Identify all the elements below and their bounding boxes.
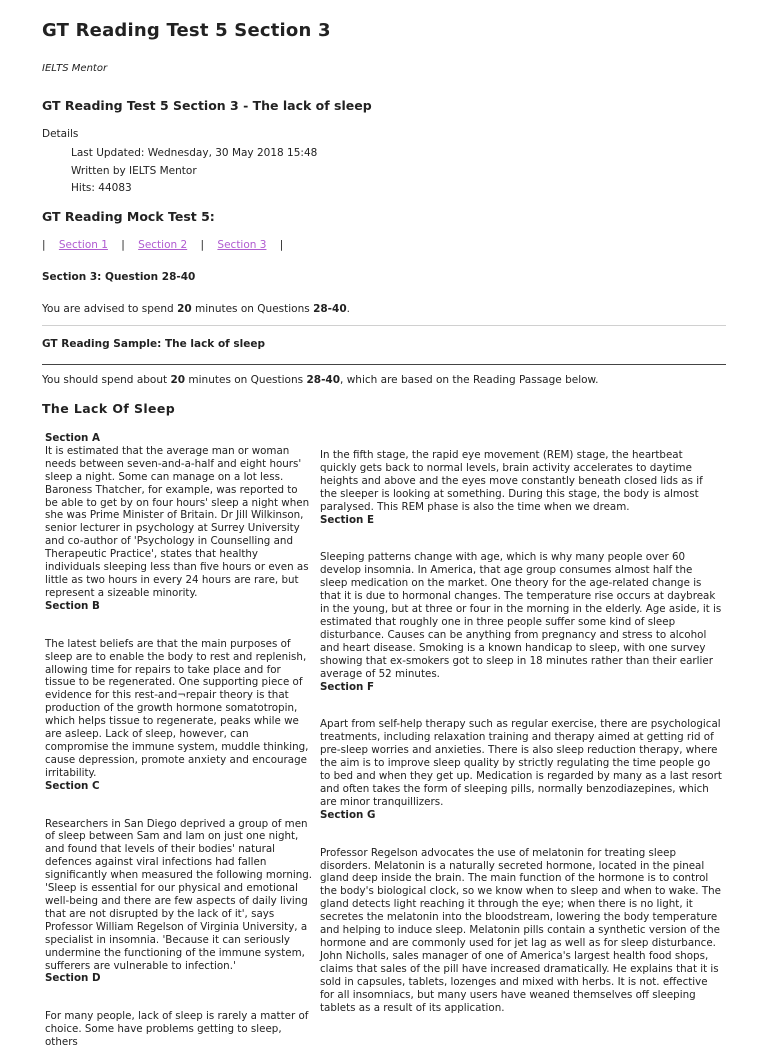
section-a-text: It is estimated that the average man or woman needs between seven-and-a-half and eight hours' sleep a night. Some can manage on a lot less. Baroness Thatcher, for example, was reported to be able to get by on four hours' sleep a night when she was Prime Minister of Britain. Dr Jill Wilkinson, senior lecturer in psychology at Surrey University and co-author of 'Psychology in Counselling and Therapeutic Practice', states that healthy individuals sleeping less than five hours or even as little as two hours in every 24 hours are rare, but represent a sizeable minority. bbox=[45, 444, 310, 599]
section-c-text: Researchers in San Diego deprived a group of men of sleep between Sam and lam on just one night, and found that levels of their bodies' natural defences against viral infections had fallen significantly when measured the following morning. 'Sleep is essential for our physical and emotional well-being and there are few aspects of daily living that are not disrupted by the lack of it', says Professor William Regelson of Virginia University, a specialist in insomnia. 'Because it can seriously undermine the functioning of the immune system, sufferers are vulnerable to infection.' bbox=[45, 817, 313, 972]
section-e-text: Sleeping patterns change with age, which is why many people over 60 develop insomnia. In America, that age group consumes almost half the sleep medication on the market. One theory for the age-related change is that it is due to hormonal changes. The temperature rise occurs at daybreak in the young, but at three or four in the morning in the elderly. Age aside, it is estimated that roughly one in three people suffer some kind of sleep disturbance. Causes can be anything from pregnancy and stress to alcohol and heart disease. Smoking is a known handicap to sleep, with one survey showing that ex-smokers got to sleep in 18 minutes rather than their earlier average of 52 minutes. bbox=[320, 551, 722, 680]
advise-mid: minutes on Questions bbox=[191, 303, 314, 315]
advise-pre: You are advised to spend bbox=[42, 303, 178, 315]
spend-text bbox=[42, 374, 599, 386]
nav-separator: | bbox=[200, 239, 205, 251]
advise-post: . bbox=[346, 303, 350, 315]
sample-heading: GT Reading Sample: The lack of sleep bbox=[42, 338, 265, 350]
section-d-heading: Section D bbox=[45, 972, 101, 985]
section-b-text: The latest beliefs are that the main purposes of sleep are to enable the body to rest and replenish, allowing time for repairs to take place and for tissue to be regenerated. One supporting piece of evidence for this rest-and¬repair theory is that production of the growth hormone somatotropin, which helps tissue to regenerate, peaks while we are asleep. Lack of sleep, however, can compromise the immune system, muddle thinking, cause depression, promote anxiety and encourage irritability. bbox=[45, 637, 309, 779]
divider bbox=[42, 325, 726, 326]
advise-minutes: 20 bbox=[177, 303, 192, 315]
spend-range: 28-40 bbox=[306, 374, 341, 386]
spend-pre: You should spend about bbox=[42, 374, 171, 386]
advise-text bbox=[42, 303, 350, 315]
question-heading: Section 3: Question 28-40 bbox=[42, 271, 196, 283]
nav-link-section-2[interactable]: Section 2 bbox=[138, 239, 188, 251]
last-updated: Last Updated: Wednesday, 30 May 2018 15:48 bbox=[71, 147, 318, 159]
section-nav bbox=[42, 239, 283, 251]
page-title: GT Reading Test 5 Section 3 bbox=[42, 20, 331, 41]
spend-post: , which are based on the Reading Passage below. bbox=[340, 374, 599, 386]
nav-separator: | bbox=[279, 239, 284, 251]
section-a-heading: Section A bbox=[45, 432, 100, 444]
article-subtitle: GT Reading Test 5 Section 3 - The lack of sleep bbox=[42, 98, 372, 113]
mock-test-heading: GT Reading Mock Test 5: bbox=[42, 209, 215, 224]
spend-mid: minutes on Questions bbox=[185, 374, 307, 386]
section-f-text: Apart from self-help therapy such as regular exercise, there are psychological treatments, including relaxation training and therapy aimed at getting rid of pre-sleep worries and anxieties. There is also sleep reduction therapy, where the aim is to improve sleep quality by strictly regulating the time people go to bed and when they get up. Medication is regarded by many as a last resort and often takes the form of sleeping pills, normally benzodiazepines, which are minor tranquillizers. bbox=[320, 718, 722, 808]
nav-link-section-3[interactable]: Section 3 bbox=[217, 239, 267, 251]
article-author: IELTS Mentor bbox=[42, 63, 108, 74]
hits-count: Hits: 44083 bbox=[71, 182, 132, 194]
passage-column-right bbox=[320, 449, 722, 1014]
nav-link-section-1[interactable]: Section 1 bbox=[58, 239, 108, 251]
section-f-heading: Section F bbox=[320, 680, 374, 693]
nav-separator: | bbox=[42, 239, 46, 251]
written-by: Written by IELTS Mentor bbox=[71, 165, 197, 177]
section-e-heading: Section E bbox=[320, 513, 374, 526]
section-d-text: For many people, lack of sleep is rarely a matter of choice. Some have problems getting to sleep, others bbox=[45, 1010, 309, 1049]
advise-range: 28-40 bbox=[313, 303, 347, 315]
divider-thick bbox=[42, 364, 726, 365]
section-b-heading: Section B bbox=[45, 599, 100, 612]
nav-separator: | bbox=[121, 239, 125, 251]
passage-title: The Lack Of Sleep bbox=[42, 401, 176, 416]
section-d-continued-text: In the fifth stage, the rapid eye movement (REM) stage, the heartbeat quickly gets back to normal levels, brain activity accelerates to daytime heights and above and the eyes move constantly beneath closed lids as if the sleeper is looking at something. During this stage, the body is almost paralysed. This REM phase is also the time when we dream. bbox=[320, 449, 703, 513]
section-g-heading: Section G bbox=[320, 808, 376, 821]
details-label: Details bbox=[42, 128, 79, 140]
spend-minutes: 20 bbox=[170, 374, 186, 386]
section-g-text: Professor Regelson advocates the use of melatonin for treating sleep disorders. Melatonin is a naturally secreted hormone, located in the pineal gland deep inside the brain. The main function of the hormone is to control the body's biological clock, so we know when to sleep and when to wake. The gland detects light reaching it through the eye; when there is no light, it secretes the melatonin into the bloodstream, lowering the body temperature and helping to induce sleep. Melatonin pills contain a synthetic version of the hormone and are commonly used for jet lag as well as for sleep disturbance. John Nicholls, sales manager of one of America's largest health food shops, claims that sales of the pill have increased dramatically. He explains that it is sold in capsules, tablets, lozenges and mixed with herbs. It is not. effective for all insomniacs, but many users have weaned themselves off sleeping tablets as a result of its application. bbox=[320, 846, 722, 1014]
section-c-heading: Section C bbox=[45, 779, 100, 792]
passage-column-left bbox=[45, 432, 313, 1049]
